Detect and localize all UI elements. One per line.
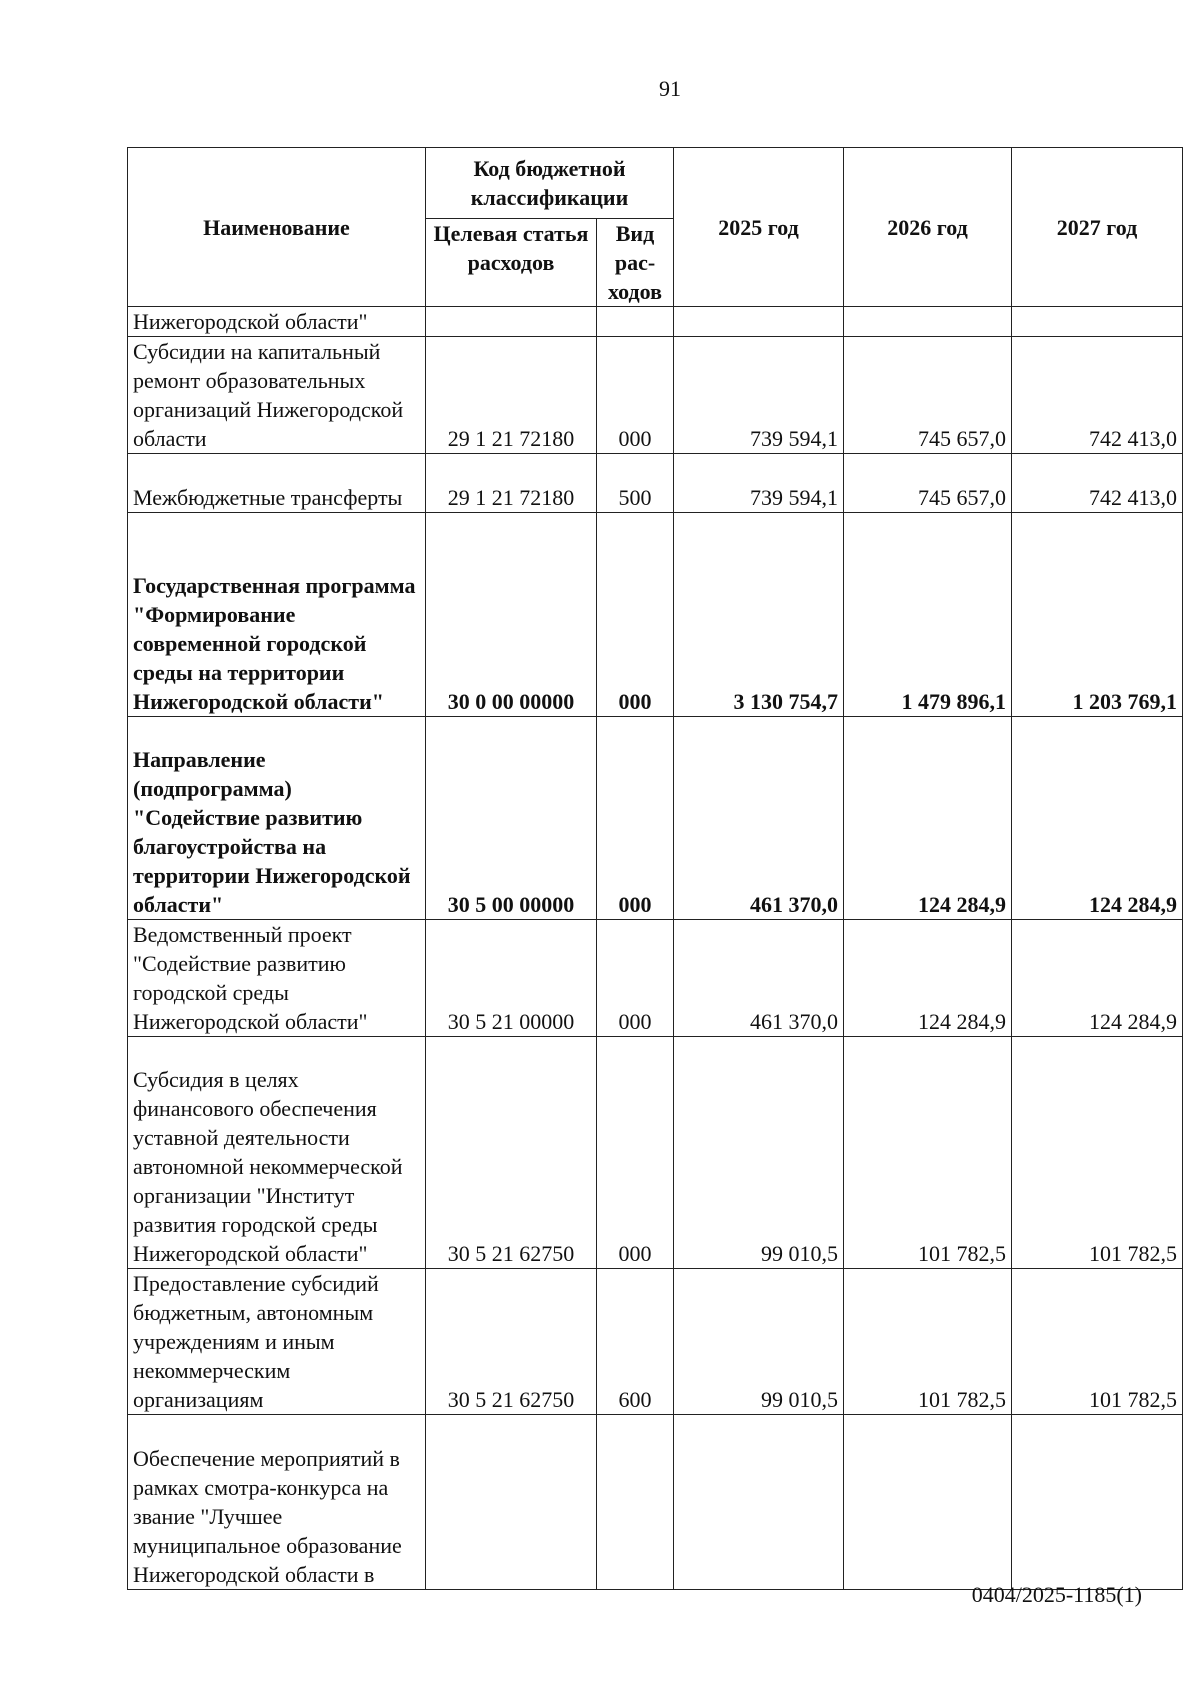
row-2025: 461 370,0 bbox=[674, 920, 844, 1037]
row-type: 000 bbox=[597, 513, 674, 717]
row-name: Ведомственный проект "Содействие развитию городской среды Нижегородской области" bbox=[128, 920, 426, 1037]
row-2026: 124 284,9 bbox=[844, 717, 1012, 920]
table-row bbox=[128, 1269, 1183, 1415]
table-row bbox=[128, 513, 1183, 717]
row-code: 30 0 00 00000 bbox=[426, 513, 597, 717]
row-2026 bbox=[844, 307, 1012, 337]
row-2027: 742 413,0 bbox=[1012, 337, 1183, 454]
table-row bbox=[128, 454, 1183, 513]
row-code: 30 5 21 62750 bbox=[426, 1269, 597, 1415]
table-row bbox=[128, 717, 1183, 920]
document-reference: 0404/2025-1185(1) bbox=[971, 1582, 1142, 1607]
table-row bbox=[128, 1415, 1183, 1590]
row-2027: 101 782,5 bbox=[1012, 1037, 1183, 1269]
budget-table bbox=[127, 147, 1183, 1590]
table-row bbox=[128, 307, 1183, 337]
row-2026: 745 657,0 bbox=[844, 454, 1012, 513]
header-year-2025: 2025 год bbox=[674, 148, 844, 307]
row-code: 30 5 21 00000 bbox=[426, 920, 597, 1037]
row-code: 30 5 00 00000 bbox=[426, 717, 597, 920]
row-2025 bbox=[674, 1415, 844, 1590]
row-2027: 124 284,9 bbox=[1012, 920, 1183, 1037]
row-type: 000 bbox=[597, 337, 674, 454]
row-type: 000 bbox=[597, 920, 674, 1037]
row-name: Предоставление субсидий бюджетным, автономным учреждениям и иным некоммерческим организациям bbox=[128, 1269, 426, 1415]
row-2026: 1 479 896,1 bbox=[844, 513, 1012, 717]
row-name: Субсидия в целях финансового обеспечения уставной деятельности автономной некоммерческой организации "Институт развития городской среды Нижегородской области" bbox=[128, 1037, 426, 1269]
row-name: Межбюджетные трансферты bbox=[128, 454, 426, 513]
header-year-2027: 2027 год bbox=[1012, 148, 1183, 307]
row-2025 bbox=[674, 307, 844, 337]
row-2027 bbox=[1012, 307, 1183, 337]
row-2027: 124 284,9 bbox=[1012, 717, 1183, 920]
row-type: 600 bbox=[597, 1269, 674, 1415]
row-2025: 99 010,5 bbox=[674, 1037, 844, 1269]
row-code: 29 1 21 72180 bbox=[426, 337, 597, 454]
row-2025: 3 130 754,7 bbox=[674, 513, 844, 717]
row-2027 bbox=[1012, 1415, 1183, 1590]
row-2025: 739 594,1 bbox=[674, 337, 844, 454]
row-name: Обеспечение мероприятий в рамках смотра-конкурса на звание "Лучшее муниципальное образование Нижегородской области в bbox=[128, 1415, 426, 1590]
header-code-group: Код бюджетной классификации bbox=[426, 148, 674, 219]
row-2025: 739 594,1 bbox=[674, 454, 844, 513]
row-2025: 99 010,5 bbox=[674, 1269, 844, 1415]
row-2027: 742 413,0 bbox=[1012, 454, 1183, 513]
row-name: Субсидии на капитальный ремонт образовательных организаций Нижегородской области bbox=[128, 337, 426, 454]
row-2026 bbox=[844, 1415, 1012, 1590]
row-code: 29 1 21 72180 bbox=[426, 454, 597, 513]
row-code bbox=[426, 1415, 597, 1590]
row-2025: 461 370,0 bbox=[674, 717, 844, 920]
row-2026: 101 782,5 bbox=[844, 1269, 1012, 1415]
page-number: 91 bbox=[659, 76, 681, 101]
row-type: 500 bbox=[597, 454, 674, 513]
row-2026: 101 782,5 bbox=[844, 1037, 1012, 1269]
row-name: Нижегородской области" bbox=[128, 307, 426, 337]
header-name: Наименование bbox=[128, 148, 426, 307]
row-2027: 101 782,5 bbox=[1012, 1269, 1183, 1415]
row-2026: 745 657,0 bbox=[844, 337, 1012, 454]
table-row bbox=[128, 1037, 1183, 1269]
table-row bbox=[128, 337, 1183, 454]
row-type: 000 bbox=[597, 1037, 674, 1269]
row-type bbox=[597, 1415, 674, 1590]
row-2026: 124 284,9 bbox=[844, 920, 1012, 1037]
header-target-article: Целевая статья расходов bbox=[426, 219, 597, 307]
header-expense-type: Вид рас-ходов bbox=[597, 219, 674, 307]
table-row bbox=[128, 920, 1183, 1037]
row-type bbox=[597, 307, 674, 337]
row-code: 30 5 21 62750 bbox=[426, 1037, 597, 1269]
row-code bbox=[426, 307, 597, 337]
row-name: Направление (подпрограмма) "Содействие развитию благоустройства на территории Нижегородской области" bbox=[128, 717, 426, 920]
row-name: Государственная программа "Формирование современной городской среды на территории Нижегородской области" bbox=[128, 513, 426, 717]
row-type: 000 bbox=[597, 717, 674, 920]
row-2027: 1 203 769,1 bbox=[1012, 513, 1183, 717]
header-year-2026: 2026 год bbox=[844, 148, 1012, 307]
